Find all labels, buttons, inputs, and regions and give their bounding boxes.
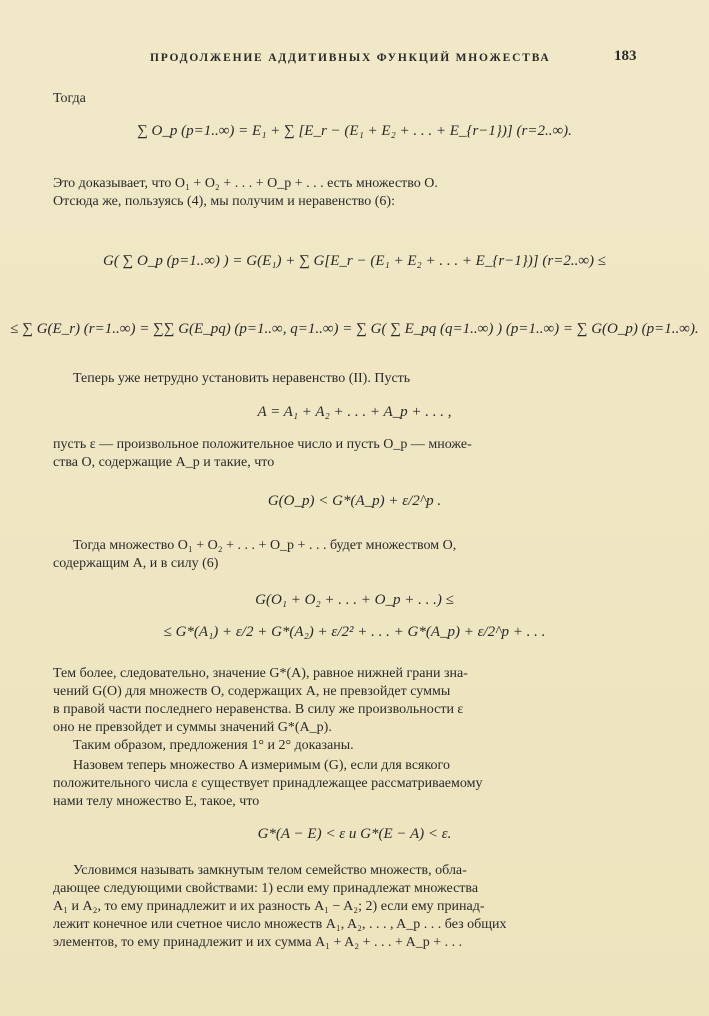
formula: A = A₁ + A₂ + . . . + A_p + . . . ,: [257, 404, 452, 420]
running-title: ПРОДОЛЖЕНИЕ АДДИТИВНЫХ ФУНКЦИЙ МНОЖЕСТВА: [150, 52, 551, 64]
formula: G*(A − E) < ε и G*(E − A) < ε.: [257, 826, 452, 842]
text-line: чений G(O) для множеств O, содержащих A, не превзойдет суммы: [53, 684, 451, 699]
text-line: Условимся называть замкнутым телом семейство множеств, обла-: [73, 863, 467, 878]
formula: ≤ ∑ G(E_r) (r=1..∞) = ∑∑ G(E_pq) (p=1..∞, q=1..∞) = ∑ G( ∑ E_pq (q=1..∞) ) (p=1..∞) = ∑ G(O_p) (p=1..∞).: [10, 321, 699, 337]
text-line: в правой части последнего неравенства. В силу же произвольности ε: [53, 702, 464, 717]
text-line: Назовем теперь множество A измеримым (G), если для всякого: [73, 758, 450, 773]
text-line: Теперь уже нетрудно установить неравенство (II). Пусть: [73, 371, 411, 386]
text-line: Тогда: [53, 91, 86, 106]
text-line: A₁ и A₂, то ему принадлежит и их разность A₁ − A₂; 2) если ему принад-: [53, 899, 485, 914]
text-line: нами телу множество E, такое, что: [53, 794, 260, 809]
text-line: Тогда множество O₁ + O₂ + . . . + O_p + . . . будет множеством O,: [73, 538, 457, 553]
text-line: содержащим A, и в силу (6): [53, 556, 219, 571]
text-line: пусть ε — произвольное положительное число и пусть O_p — множе-: [53, 437, 472, 452]
text-line: Таким образом, предложения 1° и 2° доказаны.: [73, 738, 354, 753]
text-line: дающее следующими свойствами: 1) если ему принадлежат множества: [53, 881, 479, 896]
text-line: лежит конечное или счетное число множеств A₁, A₂, . . . , A_p . . . без общих: [53, 917, 507, 932]
text-line: положительного числа ε существует принадлежащее рассматриваемому: [53, 776, 483, 791]
text-line: Это доказывает, что O₁ + O₂ + . . . + O_p + . . . есть множество O.: [53, 176, 438, 191]
text-line: Тем более, следовательно, значение G*(A), равное нижней грани зна-: [53, 666, 468, 681]
formula: G( ∑ O_p (p=1..∞) ) = G(E₁) + ∑ G[E_r − (E₁ + E₂ + . . . + E_{r−1})] (r=2..∞) ≤: [102, 253, 607, 269]
formula: G(O₁ + O₂ + . . . + O_p + . . .) ≤: [255, 592, 454, 608]
page-number: 183: [614, 48, 637, 64]
text-line: элементов, то ему принадлежит и их сумма A₁ + A₂ + . . . + A_p + . . .: [53, 935, 463, 950]
formula: ∑ O_p (p=1..∞) = E₁ + ∑ [E_r − (E₁ + E₂ + . . . + E_{r−1})] (r=2..∞).: [137, 123, 572, 139]
text-line: ства O, содержащие A_p и такие, что: [53, 455, 275, 470]
formula: ≤ G*(A₁) + ε/2 + G*(A₂) + ε/2² + . . . + G*(A_p) + ε/2^p + . . .: [163, 624, 546, 640]
text-line: Отсюда же, пользуясь (4), мы получим и неравенство (6):: [53, 194, 395, 209]
formula: G(O_p) < G*(A_p) + ε/2^p .: [267, 493, 442, 509]
text-line: оно не превзойдет и суммы значений G*(A_p).: [53, 720, 332, 735]
